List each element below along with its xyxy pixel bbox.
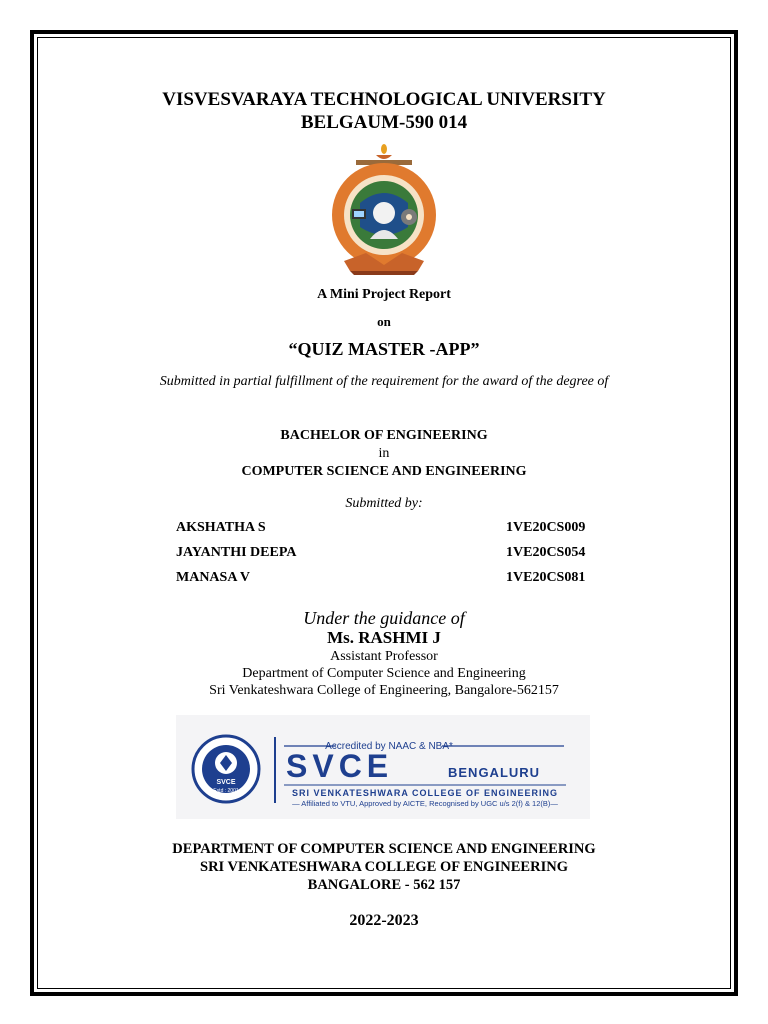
svce-logo-icon	[176, 715, 590, 819]
svce-affiliation: — Affiliated to VTU, Approved by AICTE, Recognised by UGC u/s 2(f) & 12(B)—	[292, 799, 558, 808]
university-location: BELGAUM-590 014	[300, 112, 468, 133]
university-name: VISVESVARAYA TECHNOLOGICAL UNIVERSITY	[162, 89, 606, 110]
degree-name: BACHELOR OF ENGINEERING	[280, 428, 488, 443]
submission-statement: Submitted in partial fulfillment of the requirement for the award of the degree of	[159, 374, 609, 389]
svce-city-text: BENGALURU	[448, 765, 541, 780]
students-list	[176, 520, 616, 595]
guide-name: Ms. RASHMI J	[327, 628, 441, 647]
accreditation-text: Accredited by NAAC & NBA*	[325, 741, 453, 752]
seal-brand: SVCE	[216, 779, 236, 786]
student-row	[176, 570, 616, 595]
degree-block	[0, 427, 768, 481]
guide-department: Department of Computer Science and Engineering	[242, 666, 526, 681]
student-row	[176, 520, 616, 545]
department-block	[0, 840, 768, 894]
academic-year: 2022-2023	[349, 912, 419, 929]
guide-details	[0, 648, 768, 699]
guide-designation: Assistant Professor	[330, 649, 438, 664]
student-usn: 1VE20CS054	[506, 545, 586, 560]
submitted-by-label: Submitted by:	[345, 496, 423, 511]
svce-logo-banner	[176, 715, 590, 819]
student-name: JAYANTHI DEEPA	[176, 545, 297, 560]
guide-college: Sri Venkateshwara College of Engineering, Bangalore-562157	[209, 683, 559, 698]
degree-in: in	[378, 446, 390, 461]
student-name: MANASA V	[176, 570, 251, 585]
college-line: SRI VENKATESHWARA COLLEGE OF ENGINEERING	[200, 859, 568, 875]
student-row	[176, 545, 616, 570]
student-usn: 1VE20CS081	[506, 570, 586, 585]
vtu-emblem-icon	[326, 143, 442, 277]
guidance-intro: Under the guidance of	[303, 608, 465, 628]
city-line: BANGALORE - 562 157	[307, 877, 461, 893]
report-on: on	[377, 314, 391, 329]
svce-brand-text: SVCE	[286, 748, 394, 784]
degree-branch: COMPUTER SCIENCE AND ENGINEERING	[241, 464, 527, 479]
department-line: DEPARTMENT OF COMPUTER SCIENCE AND ENGINEERING	[172, 841, 596, 857]
seal-estd: Estd : 2001	[213, 788, 239, 794]
project-title: “QUIZ MASTER -APP”	[288, 339, 480, 359]
report-type: A Mini Project Report	[317, 287, 451, 302]
svce-college-name: SRI VENKATESHWARA COLLEGE OF ENGINEERING	[291, 788, 559, 798]
student-name: AKSHATHA S	[176, 520, 266, 535]
student-usn: 1VE20CS009	[506, 520, 586, 535]
university-header	[0, 88, 768, 134]
